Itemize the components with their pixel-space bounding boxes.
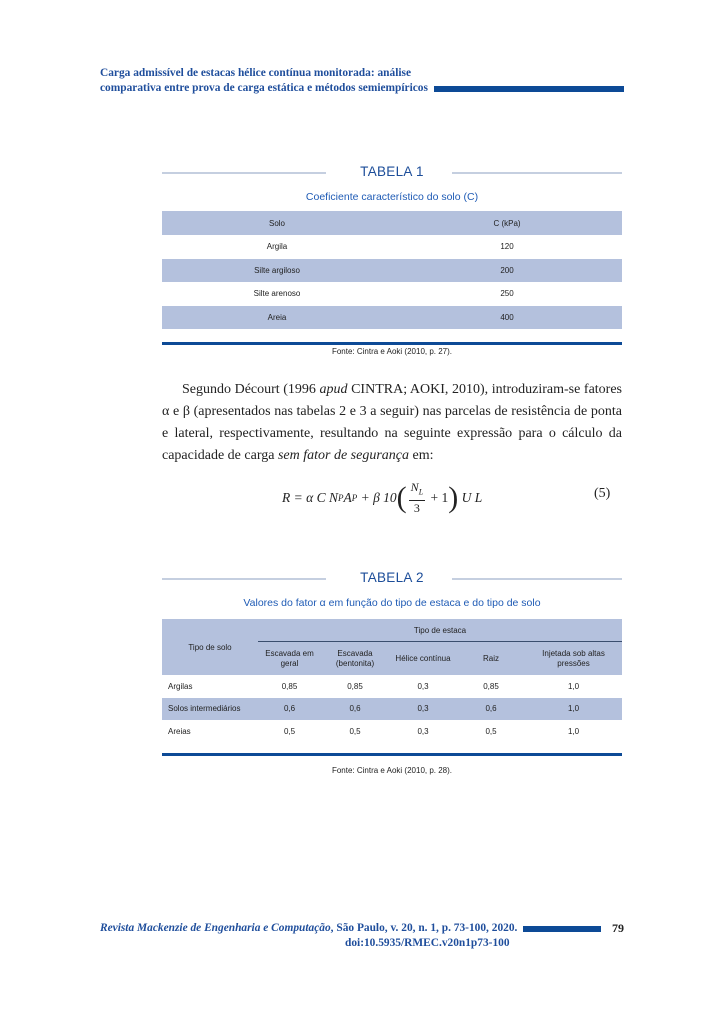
page-footer — [100, 921, 624, 951]
table1-col-c: C (kPa) — [493, 218, 521, 228]
table2-title-rule-right — [452, 578, 622, 580]
table2-cell: 0,85 — [281, 681, 298, 691]
eq-paren-close: ) — [448, 481, 459, 514]
footer-doi: doi:10.5935/RMEC.v20n1p73-100 — [345, 937, 510, 949]
table2-cell: 0,3 — [417, 726, 429, 736]
table2-bottom-rule — [162, 753, 622, 756]
running-header-text-2: comparativa entre prova de carga estática e métodos semiempíricos — [100, 82, 428, 94]
table1-source: Fonte: Cintra e Aoki (2010, p. 27). — [331, 347, 453, 356]
table2-cell: 1,0 — [567, 681, 580, 691]
table2-subcol: Injetada sob altas pressões — [542, 648, 605, 668]
table-row — [162, 698, 622, 721]
table1-subtitle: Coeficiente característico do solo (C) — [305, 191, 479, 203]
table2-col-tipo-solo: Tipo de solo — [188, 642, 232, 652]
paragraph-text-2: CINTRA; AOKI, 2010), introduziram-se fatores α e β (apresentados nas tabelas 2 e 3 a seguir) nas parcelas de resistência de ponta e lateral, respectivamente, resultando na seguinte expressão para o cálculo da capacidade de carga — [162, 382, 622, 463]
header-accent-bar — [434, 86, 624, 92]
table2-cell: 0,5 — [283, 726, 296, 736]
eq-paren-open: ( — [396, 481, 407, 514]
table1-cell: 250 — [500, 289, 514, 299]
table1-col-solo: Solo — [268, 218, 285, 228]
table2-cell: 0,6 — [349, 704, 361, 714]
table2-cell: Solos intermediários — [168, 704, 241, 714]
paragraph-text-emphasis: sem fator de segurança — [277, 448, 409, 463]
table1-cell: Areia — [267, 312, 287, 322]
eq-plus-one: + 1 — [427, 490, 449, 505]
footer-accent-bar — [523, 926, 601, 932]
table-row — [162, 720, 622, 743]
table-row — [162, 675, 622, 698]
table2-col-tipo-estaca: Tipo de estaca — [258, 619, 622, 642]
eq-num-n: N — [410, 480, 419, 495]
table1-cell: Silte arenoso — [253, 289, 301, 299]
table2-cell: 0,5 — [485, 726, 497, 736]
table2-subcol: Escavada (bentonita) — [335, 648, 375, 668]
footer-journal: Revista Mackenzie de Engenharia e Computação — [100, 922, 331, 934]
table2-subheaders — [258, 642, 622, 675]
paragraph-text-apud: apud — [319, 382, 348, 397]
eq-np-sub: P — [337, 493, 344, 503]
table2-cell: Argilas — [168, 681, 193, 691]
paragraph-text-3: em: — [408, 448, 434, 463]
eq-lhs: R = α C N — [282, 490, 338, 505]
footer-line-1 — [100, 921, 624, 936]
table1-bottom-rule — [162, 342, 622, 345]
table2-cell: 0,6 — [485, 704, 497, 714]
eq-fraction — [409, 480, 425, 515]
footer-citation: , São Paulo, v. 20, n. 1, p. 73-100, 2020. — [330, 922, 518, 934]
table2-cell: Areias — [168, 726, 191, 736]
table-row — [162, 282, 622, 306]
table1-header-row — [162, 211, 622, 235]
equation — [282, 478, 482, 518]
table1-cell: Silte argiloso — [254, 265, 300, 275]
table1-cell: 400 — [500, 312, 514, 322]
table2-subcol: Raiz — [482, 653, 499, 663]
running-header — [100, 66, 624, 96]
table2 — [162, 619, 622, 756]
running-header-line-1 — [100, 66, 624, 81]
table1-cell: 200 — [500, 265, 514, 275]
table2-cell: 0,85 — [347, 681, 363, 691]
body-paragraph — [162, 379, 622, 467]
table2-subcol: Escavada em geral — [265, 648, 314, 668]
eq-fraction-denominator: 3 — [413, 500, 420, 515]
table-row — [162, 306, 622, 330]
paragraph-text-1: Segundo Décourt (1996 — [182, 382, 320, 397]
eq-ap: A — [343, 490, 352, 505]
table2-header — [162, 619, 622, 675]
eq-tail: U L — [458, 490, 483, 505]
table1-title: TABELA 1 — [360, 164, 424, 179]
equation-number: (5) — [594, 486, 611, 501]
table2-cell: 1,0 — [567, 726, 580, 736]
table1-title-block — [162, 164, 622, 184]
table2-cell: 0,3 — [417, 704, 429, 714]
table2-cell: 0,5 — [349, 726, 361, 736]
table2-cell: 0,85 — [483, 681, 499, 691]
eq-plus-beta: + β 10 — [357, 490, 397, 505]
running-header-line-2 — [100, 81, 624, 96]
eq-num-sub: L — [418, 487, 424, 497]
table2-cell: 0,3 — [417, 681, 429, 691]
table2-subtitle: Valores do fator α em função do tipo de estaca e do tipo de solo — [243, 597, 541, 609]
eq-fraction-numerator — [409, 480, 425, 500]
table1-title-rule-right — [452, 172, 622, 174]
table1-cell: Argila — [266, 242, 288, 252]
table2-subcol: Hélice contínua — [395, 653, 451, 663]
running-header-text-1: Carga admissível de estacas hélice contínua monitorada: análise — [100, 67, 412, 79]
table2-source: Fonte: Cintra e Aoki (2010, p. 28). — [331, 766, 453, 775]
table-row — [162, 235, 622, 259]
table2-cell: 0,6 — [283, 704, 296, 714]
table1 — [162, 211, 622, 345]
table1-cell: 120 — [500, 242, 514, 252]
eq-ap-sub: P — [351, 493, 358, 503]
table2-title-block — [162, 570, 622, 590]
page-number: 79 — [612, 921, 624, 935]
table2-title: TABELA 2 — [360, 570, 424, 585]
table2-cell: 1,0 — [567, 704, 580, 714]
table-row — [162, 259, 622, 283]
